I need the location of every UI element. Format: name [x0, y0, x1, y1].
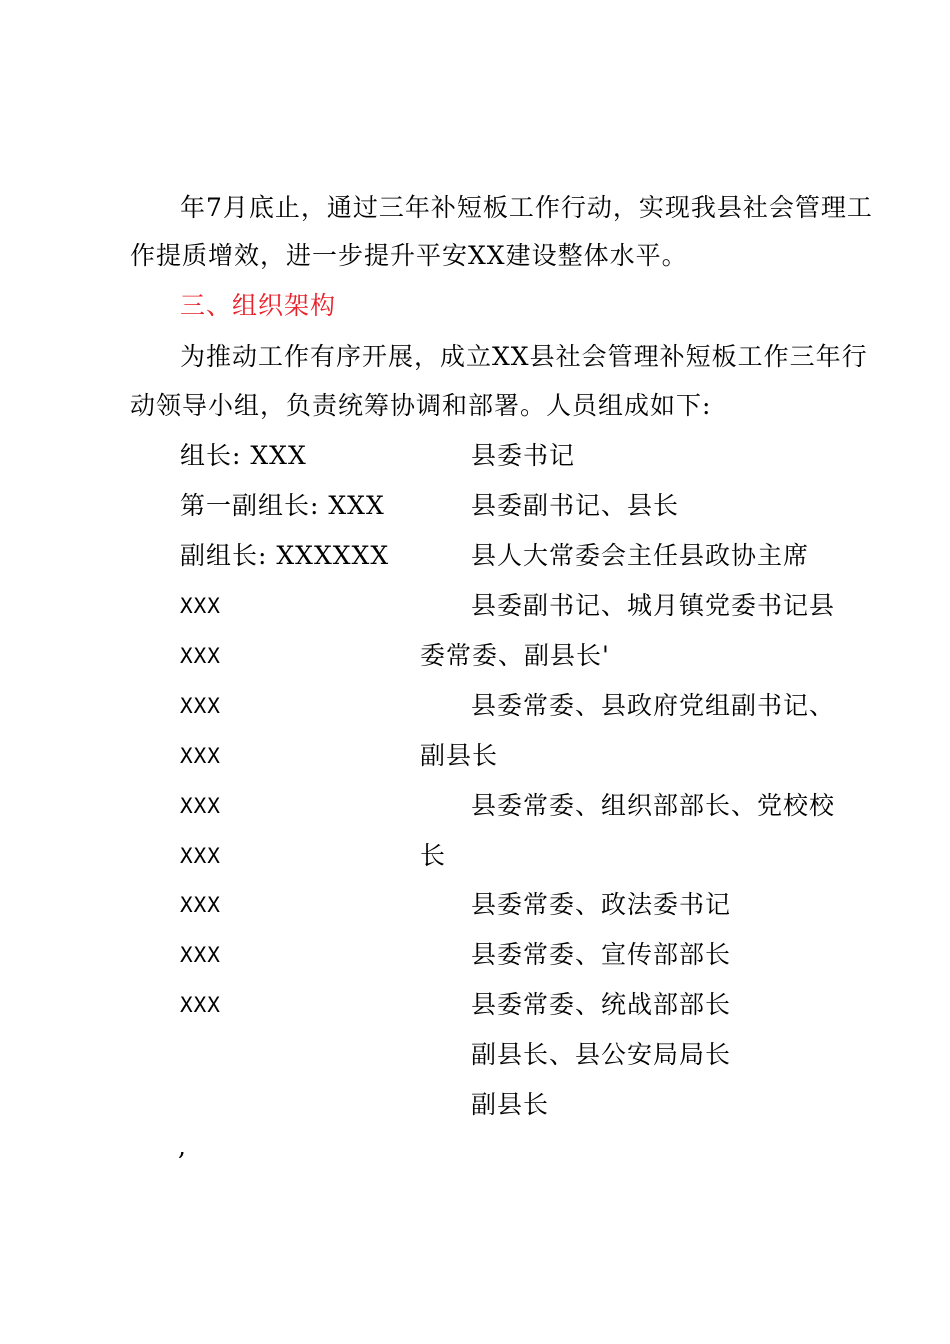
member-name: 副组长: XXXXXX — [180, 541, 390, 570]
member-name: XXX — [180, 644, 221, 668]
trailing-mark: , — [178, 1132, 187, 1161]
member-title: 县人大常委会主任县政协主席 — [471, 541, 810, 570]
paragraph-2-line-2: 动领导小组，负责统筹协调和部署。人员组成如下: — [130, 391, 712, 420]
member-title: 县委书记 — [471, 441, 576, 470]
member-title: 副县长 — [471, 1090, 550, 1119]
member-name: 第一副组长: XXX — [180, 491, 385, 520]
member-title: 县委常委、县政府党组副书记、 — [471, 691, 836, 720]
member-name: 组长: XXX — [180, 441, 307, 470]
member-name: XXX — [180, 594, 221, 618]
paragraph-1-line-1: 年7月底止，通过三年补短板工作行动，实现我县社会管理工 — [180, 193, 873, 222]
member-name: XXX — [180, 744, 221, 768]
member-title: 县委副书记、县长 — [471, 491, 680, 520]
member-title: 县委常委、统战部部长 — [471, 990, 732, 1019]
member-title: 县委副书记、城月镇党委书记县 — [471, 591, 836, 620]
member-name: XXX — [180, 993, 221, 1017]
member-title: 县委常委、组织部部长、党校校 — [471, 791, 836, 820]
member-title: 副县长、县公安局局长 — [471, 1040, 732, 1069]
member-name: XXX — [180, 694, 221, 718]
member-title: 副县长 — [420, 741, 499, 770]
member-name: XXX — [180, 794, 221, 818]
member-name: XXX — [180, 844, 221, 868]
member-title: 长 — [420, 841, 447, 870]
member-name: XXX — [180, 893, 221, 917]
member-title: 委常委、副县长' — [420, 641, 610, 670]
section-heading: 三、组织架构 — [180, 291, 337, 320]
member-title: 县委常委、政法委书记 — [471, 890, 732, 919]
paragraph-1-line-2: 作提质增效，进一步提升平安XX建设整体水平。 — [130, 241, 688, 270]
member-name: XXX — [180, 943, 221, 967]
member-title: 县委常委、宣传部部长 — [471, 940, 732, 969]
paragraph-2-line-1: 为推动工作有序开展，成立XX县社会管理补短板工作三年行 — [180, 342, 868, 371]
